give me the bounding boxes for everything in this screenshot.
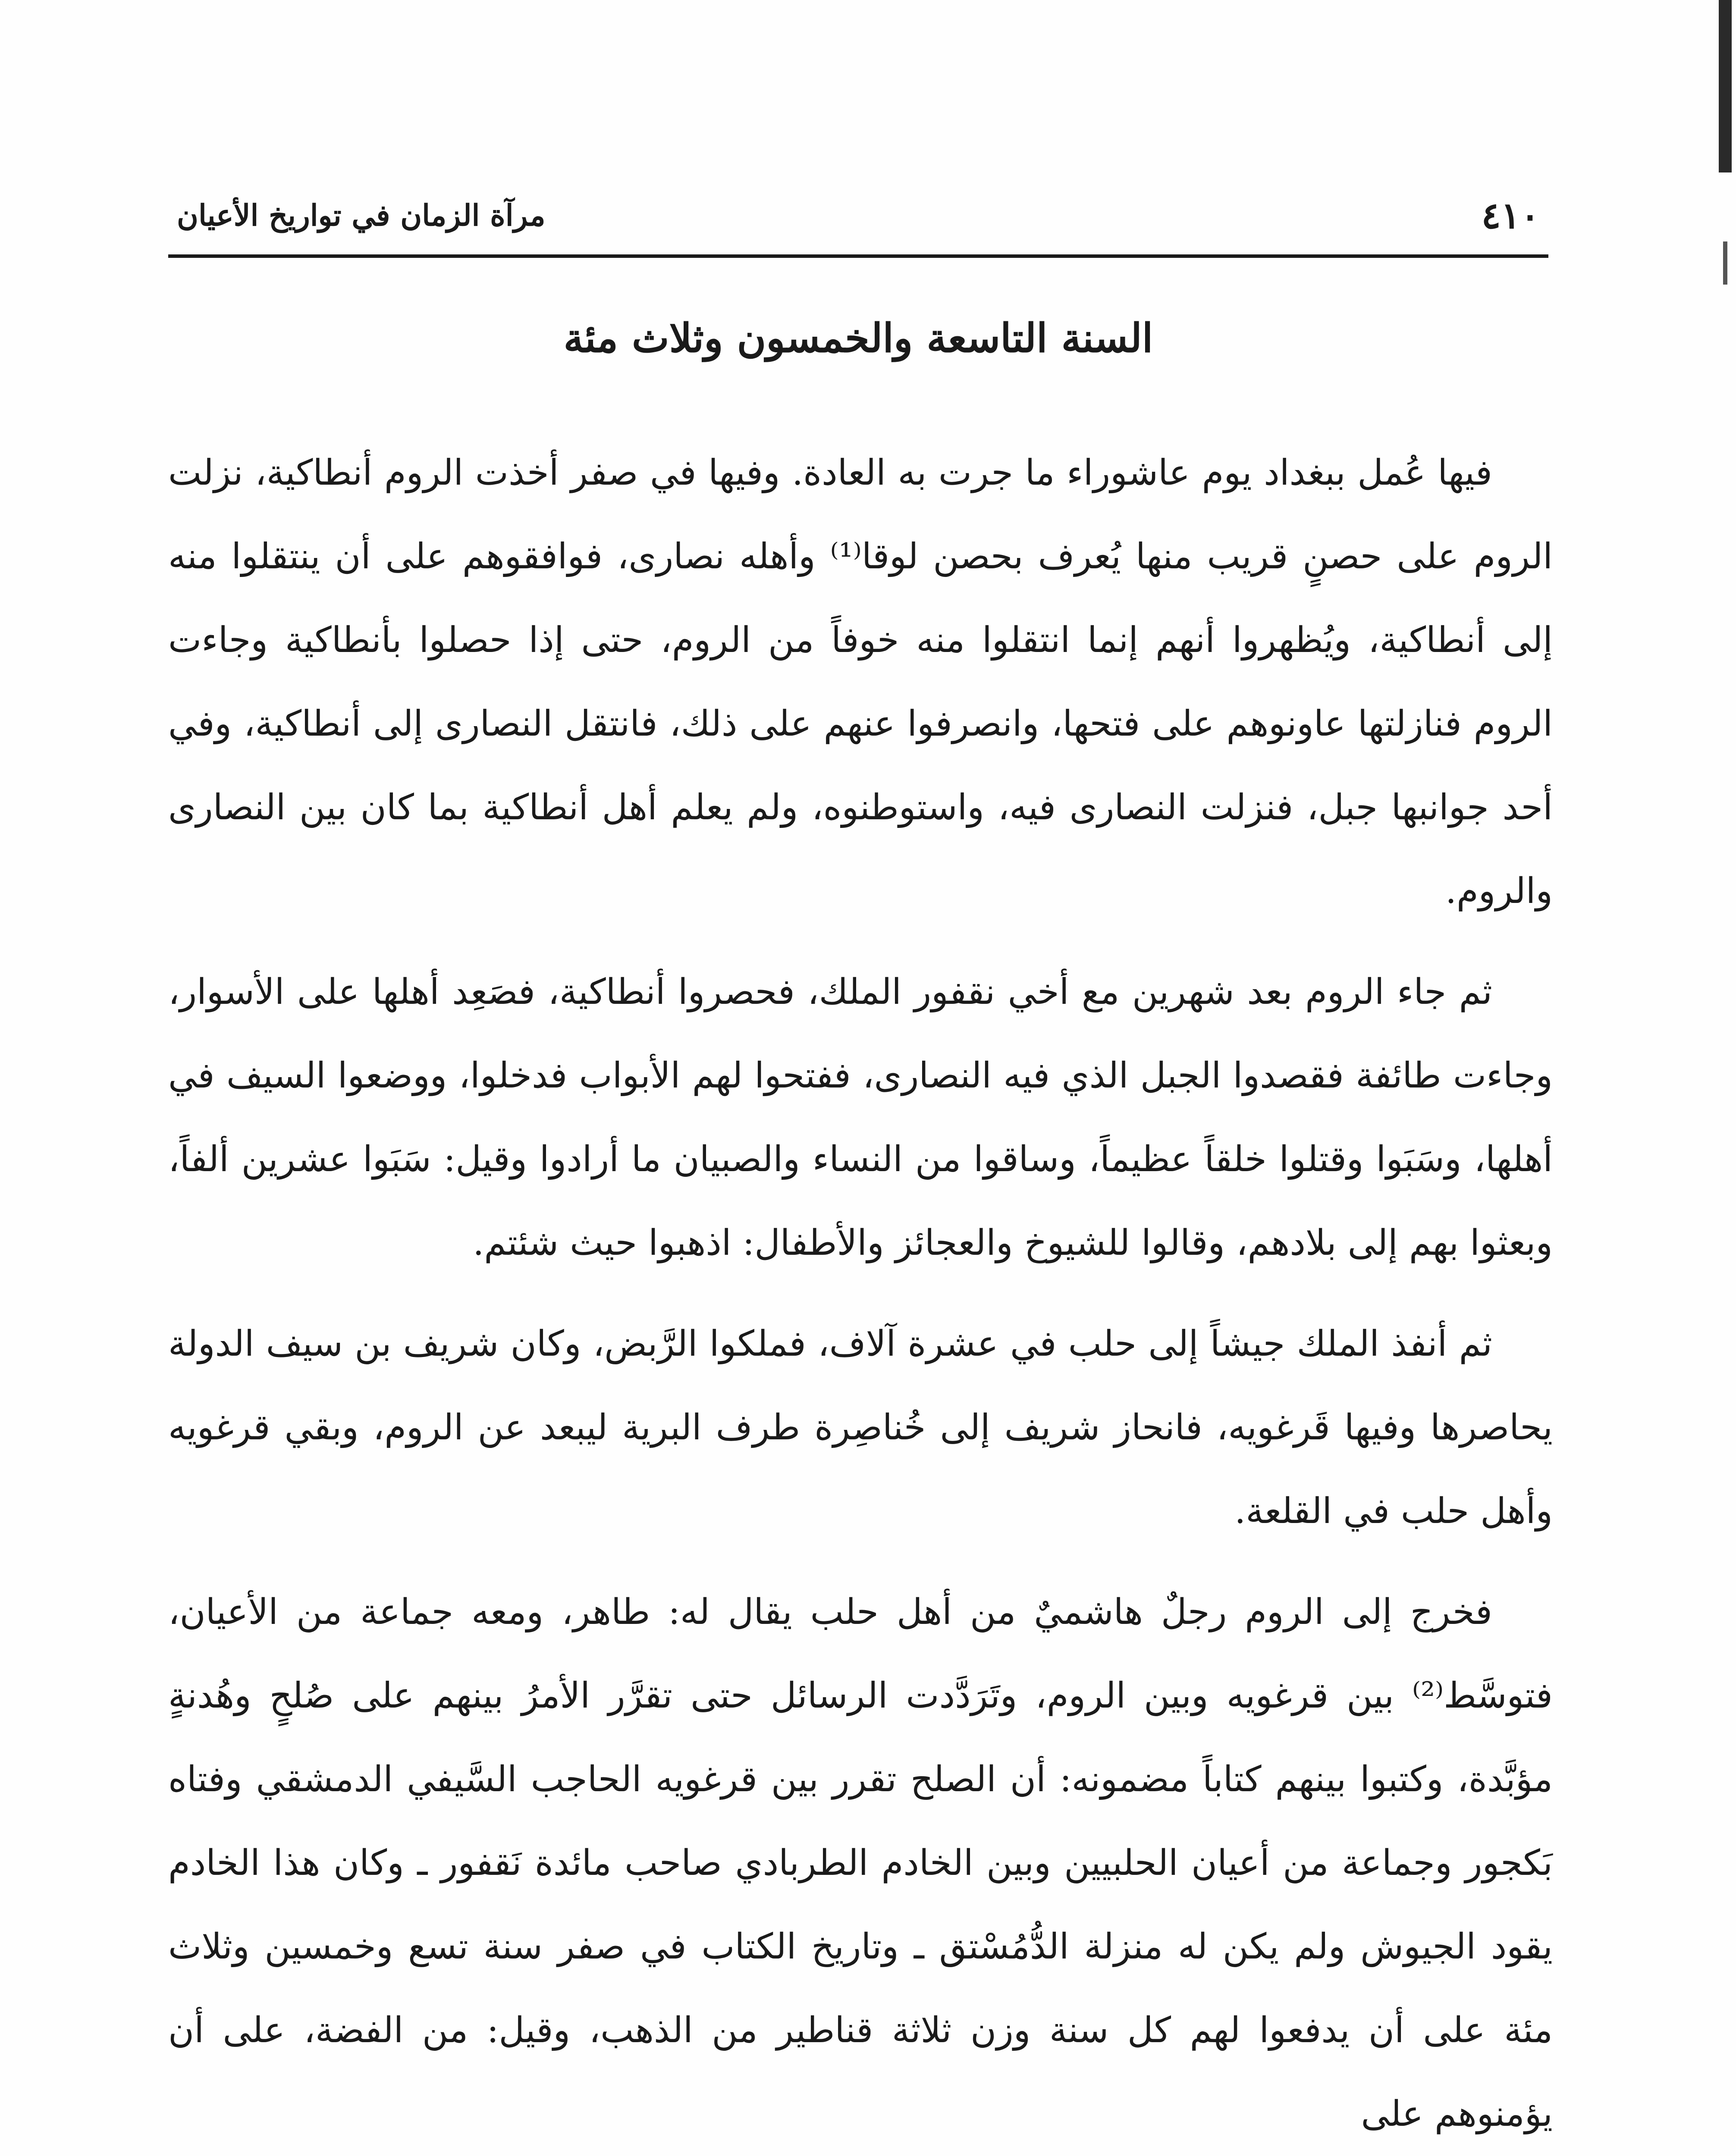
page-number: ٤١٠ — [1481, 194, 1540, 237]
paragraph: ثم جاء الروم بعد شهرين مع أخي نقفور الملك، فحصروا أنطاكية، فصَعِد أهلها على الأسوار، وجاءت طائفة فقصدوا الجبل الذي فيه النصارى، ففتحوا لهم الأبواب فدخلوا، ووضعوا السيف في أهلها، وسَبَوا وقتلوا خلقاً عظيماً، وساقوا من النساء والصبيان ما أرادوا وقيل: سَبَوا عشرين ألفاً، وبعثوا بهم إلى بلادهم، وقالوا للشيوخ والعجائز والأطفال: اذهبوا حيث شئتم. — [168, 971, 1553, 1263]
book-title: مرآة الزمان في تواريخ الأعيان — [177, 198, 546, 233]
paragraph: فخرج إلى الروم رجلٌ هاشميٌ من أهل حلب يقال له: طاهر، ومعه جماعة من الأعيان، فتوسَّط⁽²⁾ بين قرغويه وبين الروم، وتَرَدَّدت الرسائل حتى تقرَّر الأمرُ بينهم على صُلحٍ وهُدنةٍ مؤبَّدة، وكتبوا بينهم كتاباً مضمونه: أن الصلح تقرر بين قرغويه الحاجب السَّيفي الدمشقي وفتاه بَكجور وجماعة من أعيان الحلبيين وبين الخادم الطربادي صاحب مائدة نَقفور ـ وكان هذا الخادم يقود الجيوش ولم يكن له منزلة الدُّمُسْتق ـ وتاريخ الكتاب في صفر سنة تسع وخمسين وثلاث مئة على أن يدفعوا لهم كل سنة وزن ثلاثة قناطير من الذهب، وقيل: من الفضة، على أن يؤمنوهم على — [168, 1592, 1553, 2134]
body-text — [168, 431, 1553, 2156]
paragraph: فيها عُمل ببغداد يوم عاشوراء ما جرت به العادة. وفيها في صفر أخذت الروم أنطاكية، نزلت الروم على حصنٍ قريب منها يُعرف بحصن لوقا⁽¹⁾ وأهله نصارى، فوافقوهم على أن ينتقلوا منه إلى أنطاكية، ويُظهروا أنهم إنما انتقلوا منه خوفاً من الروم، حتى إذا حصلوا بأنطاكية وجاءت الروم فنازلتها عاونوهم على فتحها، وانصرفوا عنهم على ذلك، فانتقل النصارى إلى أنطاكية، وفي أحد جوانبها جبل، فنزلت النصارى فيه، واستوطنوه، ولم يعلم أهل أنطاكية بما كان بين النصارى والروم. — [168, 452, 1553, 912]
paragraph: ثم أنفذ الملك جيشاً إلى حلب في عشرة آلاف، فملكوا الرَّبض، وكان شريف بن سيف الدولة يحاصرها وفيها قَرغويه، فانحاز شريف إلى خُناصِرة طرف البرية ليبعد عن الروم، وبقي قرغويه وأهل حلب في القلعة. — [168, 1323, 1553, 1532]
section-title: السنة التاسعة والخمسون وثلاث مئة — [563, 315, 1153, 361]
running-header — [168, 181, 1548, 258]
scan-mark — [1723, 241, 1727, 285]
scan-edge — [1719, 0, 1732, 172]
